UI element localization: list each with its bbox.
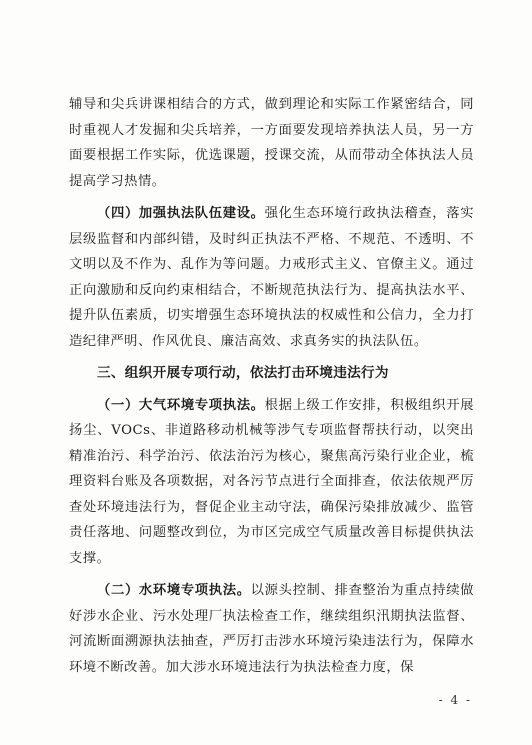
page-number: - 4 -	[438, 693, 472, 707]
paragraph-lead-heading: （一）大气环境专项执法。	[97, 397, 265, 413]
paragraph-water-enforcement	[69, 578, 474, 680]
paragraph-lead-heading: （四）加强执法队伍建设。	[97, 206, 265, 221]
paragraph-text: 以源头控制、排查整治为重点持续做好涉水企业、污水处理厂执法检查工作，继续组织汛期执法监督、河流断面溯源执法抽查，严厉打击涉水环境污染违法行为，保障水环境不断改善。加大涉水环境违法行为执法检查力度，保	[69, 583, 475, 675]
paragraph-text: 根据上级工作安排，积极组织开展扬尘、VOCs、非道路移动机械等涉气专项监督帮扶行动，以突出精准治污、科学治污、依法治污为核心，聚焦高污染行业企业，梳理资料台账及各项数据，对各污节点进行全面排查，依法依规严厉查处环境违法行为，督促企业主动守法，确保污染排放减少、监管责任落地、问题整改到位，为市区完成空气质量改善目标提供执法支撑。	[69, 397, 475, 566]
faint-bleed-through-text	[110, 10, 410, 24]
paragraph-training-methods	[69, 92, 474, 194]
paragraph-team-building	[69, 201, 474, 354]
paragraph-air-enforcement	[69, 393, 474, 572]
paragraph-text: 强化生态环境行政执法稽查，落实层级监督和内部纠错，及时纠正执法不严格、不规范、不透明、不文明以及不作为、乱作为等问题。力戒形式主义、官僚主义。通过正向激励和反向约束相结合，不断规范执法行为、提高执法水平、提升队伍素质，切实增强生态环境执法的权威性和公信力，全力打造纪律严明、作风优良、廉洁高效、求真务实的执法队伍。	[69, 206, 475, 349]
paragraph-text: 辅导和尖兵讲课相结合的方式，做到理论和实际工作紧密结合，同时重视人才发掘和尖兵培养，一方面要发现培养执法人员，另一方面要根据工作实际，优选课题，授课交流，从而带动全体执法人员提高学习热情。	[69, 97, 474, 189]
section-heading: 三、组织开展专项行动，依法打击环境违法行为	[97, 365, 389, 381]
document-body	[69, 92, 474, 687]
paragraph-lead-heading: （二）水环境专项执法。	[97, 583, 251, 598]
